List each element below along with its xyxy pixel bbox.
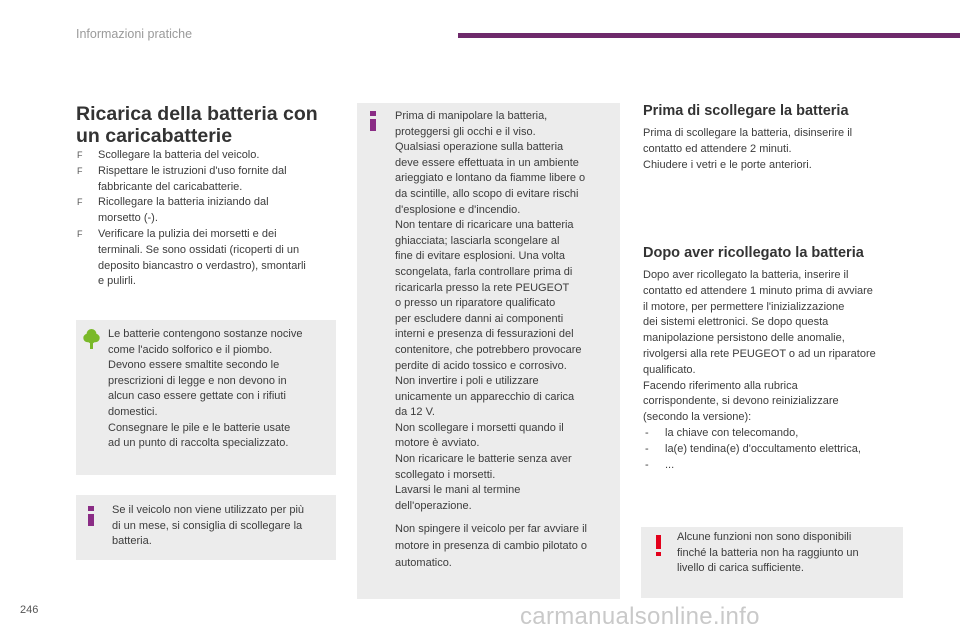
note-line: scollegato i morsetti. xyxy=(395,468,496,481)
list-item-line: terminali. Se sono ossidati (ricoperti di un xyxy=(98,243,300,256)
bullet-mark: F xyxy=(77,197,83,208)
header-accent-bar xyxy=(458,33,960,38)
note-line: Non invertire i poli e utilizzare xyxy=(395,375,539,388)
list-item-line: fabbricante del caricabatterie. xyxy=(98,180,243,193)
exclamation-icon xyxy=(655,535,661,556)
main-heading-line-2: un caricabatterie xyxy=(76,125,233,147)
note-line: come l'acido solforico e il piombo. xyxy=(108,343,273,356)
body-line: contatto ed attendere 2 minuti. xyxy=(643,142,792,155)
dash-mark: - xyxy=(645,426,649,439)
note-line: contenitore, che potrebbero provocare xyxy=(395,343,582,356)
push-start-note xyxy=(395,521,619,572)
note-line: da 12 V. xyxy=(395,406,435,419)
info-icon xyxy=(370,111,376,131)
note-line: motore in presenza di cambio pilotato o xyxy=(395,540,587,552)
list-item-text: ... xyxy=(665,458,675,471)
section-body-before-disconnect xyxy=(643,126,905,173)
note-line: ghiacciata; lasciarla scongelare al xyxy=(395,234,560,247)
note-line: alcun caso essere gettate con i rifiuti xyxy=(108,390,286,403)
list-item-text: la(e) tendina(e) d'occultamento elettrica, xyxy=(665,442,861,455)
list-item-line: Ricollegare la batteria iniziando dal xyxy=(98,196,269,209)
bullet-mark: F xyxy=(77,228,83,239)
note-line: Non tentare di ricaricare una batteria xyxy=(395,219,574,232)
list-item-line: Rispettare le istruzioni d'uso fornite dal xyxy=(98,164,287,177)
note-line: Consegnare le pile e le batterie usate xyxy=(108,421,291,434)
body-line: (secondo la versione): xyxy=(643,411,752,424)
note-line: motore è avviato. xyxy=(395,437,480,450)
body-line: manipolazione persistono delle anomalie, xyxy=(643,332,845,345)
body-line: Chiudere i vetri e le porte anteriori. xyxy=(643,158,812,171)
charging-steps-list xyxy=(76,148,340,290)
section-heading-before-disconnect: Prima di scollegare la batteria xyxy=(643,103,849,119)
note-line: Alcune funzioni non sono disponibili xyxy=(677,531,852,543)
note-line: o presso un riparatore qualificato xyxy=(395,297,556,310)
note-line: dell'operazione. xyxy=(395,499,472,512)
body-line: dei sistemi elettronici. Se dopo questa xyxy=(643,316,829,329)
section-header-title: Informazioni pratiche xyxy=(76,27,193,41)
note-line: d'esplosione e d'incendio. xyxy=(395,203,521,216)
body-line: contatto ed attendere 1 minuto prima di avviare xyxy=(643,284,873,297)
note-line: automatico. xyxy=(395,557,452,569)
note-line: Prima di manipolare la batteria, xyxy=(395,110,548,122)
note-line: scongelata, farla controllare prima di xyxy=(395,265,573,278)
note-line: prescrizioni di legge e non devono in xyxy=(108,374,287,387)
list-item xyxy=(76,164,340,196)
list-item-text: la chiave con telecomando, xyxy=(665,426,799,439)
note-line: arieggiato e lontano da fiamme libere o xyxy=(395,172,586,185)
body-line: rivolgersi alla rete PEUGEOT o ad un riparatore xyxy=(643,347,876,360)
list-item xyxy=(76,195,340,227)
bullet-mark: F xyxy=(77,150,83,160)
list-item xyxy=(643,426,905,442)
note-line: interni e presenza di fessurazioni del xyxy=(395,328,574,341)
body-line: qualificato. xyxy=(643,363,696,376)
note-line: proteggersi gli occhi e il viso. xyxy=(395,125,536,138)
safety-info-box xyxy=(357,103,620,599)
info-icon xyxy=(88,506,94,526)
environment-note-box xyxy=(76,320,336,475)
dash-mark: - xyxy=(645,442,649,455)
warning-note-box xyxy=(641,527,903,598)
section-body-after-reconnect xyxy=(643,268,905,473)
note-line: Non spingere il veicolo per far avviare il xyxy=(395,523,587,535)
note-line: Le batterie contengono sostanze nocive xyxy=(108,328,303,340)
body-line: Dopo aver ricollegato la batteria, inserire il xyxy=(643,269,849,281)
page-number: 246 xyxy=(20,604,39,616)
note-line: Non ricaricare le batterie senza aver xyxy=(395,453,572,466)
list-item-line: Scollegare la batteria del veicolo. xyxy=(98,149,260,161)
body-line: Prima di scollegare la batteria, disinserire il xyxy=(643,127,853,139)
section-heading-after-reconnect: Dopo aver ricollegato la batteria xyxy=(643,245,864,261)
warning-note-text xyxy=(677,530,899,577)
note-line: ricaricarla presso la rete PEUGEOT xyxy=(395,281,570,294)
note-line: batteria. xyxy=(112,535,152,548)
note-line: Devono essere smaltite secondo le xyxy=(108,359,280,372)
main-heading-line-1: Ricarica della batteria con xyxy=(76,103,318,125)
note-line: finché la batteria non ha raggiunto un xyxy=(677,546,859,559)
dash-mark: - xyxy=(645,458,649,471)
body-line: il motore, per permettere l'inizializzazione xyxy=(643,300,845,313)
note-line: deve essere effettuata in un ambiente xyxy=(395,156,579,169)
list-item xyxy=(76,148,340,164)
tree-icon xyxy=(83,328,100,350)
note-line: unicamente un apparecchio di carica xyxy=(395,390,575,403)
note-line: Se il veicolo non viene utilizzato per più xyxy=(112,504,305,516)
list-item xyxy=(643,458,905,474)
list-item-line: Verificare la pulizia dei morsetti e dei xyxy=(98,227,277,240)
note-line: livello di carica sufficiente. xyxy=(677,562,804,575)
environment-note-text xyxy=(108,327,333,452)
list-item-line: deposito biancastro o verdastro), smontarli xyxy=(98,259,306,272)
note-line: per escludere danni ai componenti xyxy=(395,312,564,325)
list-item-line: morsetto (-). xyxy=(98,212,158,225)
list-item-line: e pulirli. xyxy=(98,275,136,288)
note-line: Non scollegare i morsetti quando il xyxy=(395,421,564,434)
list-item xyxy=(643,442,905,458)
body-line: corrispondente, si devono reinizializzare xyxy=(643,395,839,408)
note-line: di un mese, si consiglia di scollegare la xyxy=(112,519,303,532)
main-heading xyxy=(76,103,346,147)
safety-info-text xyxy=(395,109,617,514)
note-line: da scintille, allo scopo di evitare rischi xyxy=(395,187,579,200)
note-line: fine di evitare esplosioni. Una volta xyxy=(395,250,565,263)
storage-info-text xyxy=(112,503,334,550)
note-line: perdite di acido tossico e corrosivo. xyxy=(395,359,567,372)
note-line: ad un punto di raccolta specializzato. xyxy=(108,437,289,450)
note-line: Lavarsi le mani al termine xyxy=(395,484,521,497)
storage-info-box xyxy=(76,495,336,560)
note-line: domestici. xyxy=(108,405,158,418)
list-item xyxy=(76,227,340,290)
note-line: Qualsiasi operazione sulla batteria xyxy=(395,141,564,154)
bullet-mark: F xyxy=(77,165,83,176)
body-line: Facendo riferimento alla rubrica xyxy=(643,379,798,392)
watermark: carmanualsonline.info xyxy=(520,603,760,630)
